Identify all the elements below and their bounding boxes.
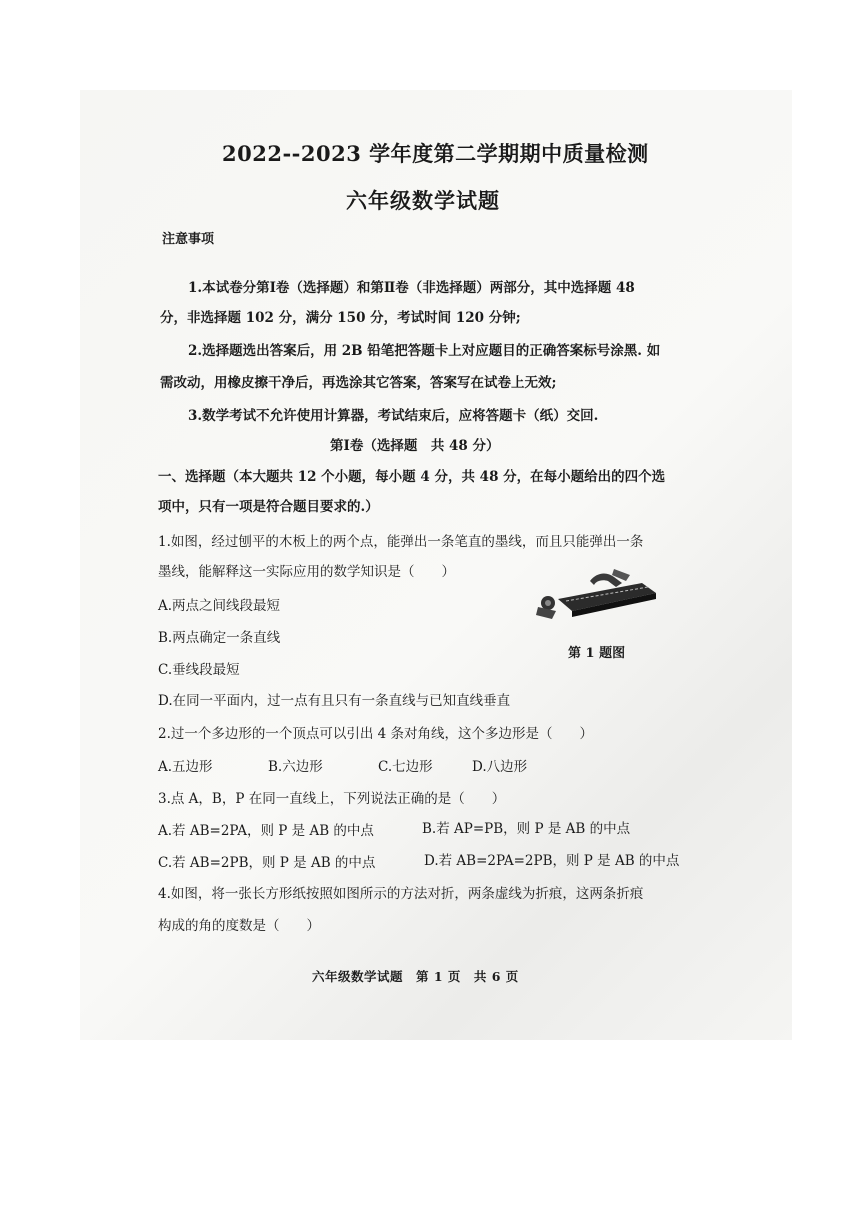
q1-stem-line-2: 墨线，能解释这一实际应用的数学知识是（ ） [158, 564, 455, 580]
q1-figure-carpenter-board [530, 563, 658, 625]
section-intro-line-1: 一、选择题（本大题共 12 个小题，每小题 4 分，共 48 分，在每小题给出的四个选 [158, 469, 666, 485]
q2-option-c: C.七边形 [378, 759, 433, 775]
q2-option-d: D.八边形 [472, 759, 528, 775]
notice-item-2-line-1: 2.选择题选出答案后，用 2B 铅笔把答题卡上对应题目的正确答案标号涂黑. 如 [188, 343, 661, 359]
q3-option-b: B.若 AP=PB，则 P 是 AB 的中点 [422, 821, 631, 837]
q3-stem: 3.点 A，B，P 在同一直线上，下列说法正确的是（ ） [158, 791, 506, 807]
q2-option-a: A.五边形 [158, 759, 213, 775]
notice-item-1-line-1: 1.本试卷分第Ⅰ卷（选择题）和第Ⅱ卷（非选择题）两部分，其中选择题 48 [188, 280, 635, 296]
q1-figure-caption: 第 1 题图 [568, 646, 626, 661]
notice-item-1-line-2: 分，非选择题 102 分，满分 150 分，考试时间 120 分钟; [160, 310, 521, 326]
q4-stem-line-1: 4.如图，将一张长方形纸按照如图所示的方法对折，两条虚线为折痕，这两条折痕 [158, 886, 644, 902]
notice-item-3: 3.数学考试不允许使用计算器，考试结束后，应将答题卡（纸）交回. [188, 408, 599, 424]
q1-option-d: D.在同一平面内，过一点有且只有一条直线与已知直线垂直 [158, 693, 511, 709]
q3-option-c: C.若 AB=2PB，则 P 是 AB 的中点 [158, 855, 376, 871]
q2-option-b: B.六边形 [268, 759, 323, 775]
section-heading: 第Ⅰ卷（选择题 共 48 分） [330, 438, 500, 454]
q3-option-d: D.若 AB=2PA=2PB，则 P 是 AB 的中点 [424, 853, 680, 869]
q1-option-b: B.两点确定一条直线 [158, 630, 281, 646]
notice-heading: 注意事项 [162, 232, 215, 247]
q1-option-a: A.两点之间线段最短 [158, 598, 281, 614]
page-footer: 六年级数学试题 第 1 页 共 6 页 [312, 969, 519, 984]
notice-item-2-line-2: 需改动，用橡皮擦干净后，再选涂其它答案，答案写在试卷上无效; [160, 375, 557, 391]
q1-option-c: C.垂线段最短 [158, 662, 240, 678]
q2-stem: 2.过一个多边形的一个顶点可以引出 4 条对角线，这个多边形是（ ） [158, 726, 594, 742]
section-intro-line-2: 项中，只有一项是符合题目要求的.） [158, 499, 379, 515]
q4-stem-line-2: 构成的角的度数是（ ） [158, 918, 320, 934]
q3-option-a: A.若 AB=2PA，则 P 是 AB 的中点 [158, 823, 374, 839]
q1-stem-line-1: 1.如图，经过刨平的木板上的两个点，能弹出一条笔直的墨线，而且只能弹出一条 [158, 534, 644, 550]
exam-title: 2022--2023 学年度第二学期期中质量检测 [222, 141, 649, 166]
exam-subtitle: 六年级数学试题 [346, 188, 500, 213]
